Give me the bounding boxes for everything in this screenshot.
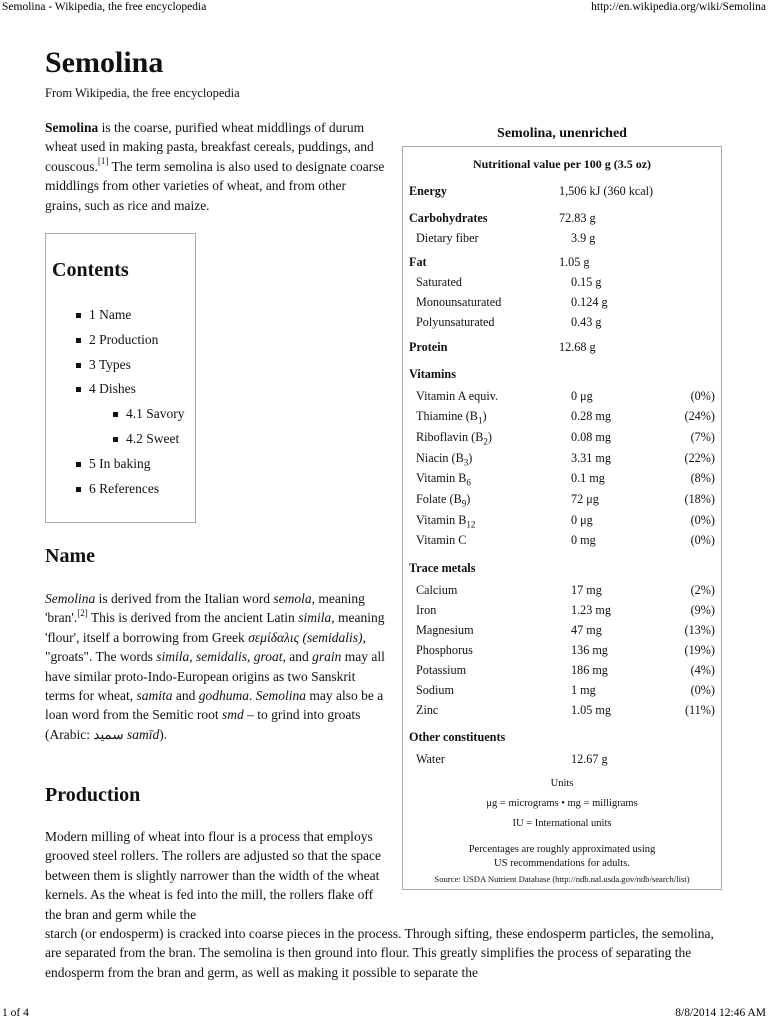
nutrient-label: Water [416,752,445,766]
toc-item-dishes[interactable]: 4 Dishes [75,380,185,405]
nutrient-row [403,603,721,621]
nutrient-label: Zinc [416,703,439,717]
term-samita: samita [136,688,173,704]
nutrient-value: 0 μg [571,389,593,403]
nutrient-value: 0.08 mg [571,430,611,444]
nutrient-value: 0.1 mg [571,471,605,485]
name-text: ). [159,726,168,742]
nutrient-label: Other constituents [409,730,506,744]
nutrient-row [403,184,721,202]
citation-link-1[interactable]: [1] [97,156,109,167]
nutrient-label [416,451,472,466]
nutrient-value: 72.83 g [559,211,596,225]
nutrient-value: 3.9 g [571,231,596,245]
nutrient-row [403,643,721,661]
name-text: , meaning 'bran'. [45,591,365,626]
infobox-subtitle: Nutritional value per 100 g (3.5 oz) [472,157,652,171]
label-text: ) [468,451,473,465]
term-simila: simila [298,610,332,626]
nutrient-row [403,492,721,510]
term-semidalis: σεμίδαλις (semidalis) [248,629,363,645]
name-text: may also be a loan word from the Semitic root [45,688,384,723]
nutrient-row [403,752,721,770]
nutrient-row [403,389,721,407]
label-subscript: 6 [466,477,471,488]
nutrient-label: Trace metals [409,561,476,575]
term-list: simila, semidalis, groat, [156,649,286,665]
nutrient-percent: (2%) [690,583,715,597]
nutrient-value: 0.43 g [571,315,602,329]
toc-item-name[interactable]: 1 Name [75,306,185,331]
nutrient-label: Calcium [416,583,458,597]
units-line-2: IU = International units [512,818,612,829]
nutrient-label: Saturated [416,275,463,289]
page-tagline: From Wikipedia, the free encyclopedia [45,86,240,100]
name-text: . [248,688,256,704]
nutrient-percent: (24%) [684,409,715,423]
nutrient-label: Energy [409,184,447,198]
toc-item-savory[interactable]: 4.1 Savory [75,405,185,430]
nutrient-row [403,409,721,427]
nutrient-label: Dietary fiber [416,231,479,245]
intro-text-1: is the coarse, purified wheat middlings of durum wheat used in making pasta, breakfast cereals, puddings, and couscous. [45,120,374,174]
production-text-2: starch (or endosperm) is cracked into coarse pieces in the process. Through sifting, these endosperm particles, the semolina, are separated from the bran. The semolina is then ground into flour. This greatly simplifies the process of separating the endosperm from the bran and germ, as well as making it possible to separate the [45,926,714,980]
label-subscript: 9 [461,498,467,509]
nutrient-value: 47 mg [571,623,602,637]
nutrient-label: Iron [416,603,437,617]
label-text: Folate (B [416,492,462,506]
name-paragraph [45,589,385,744]
nutrient-label: Magnesium [416,623,474,637]
citation-link-2[interactable]: [2] [77,607,88,618]
label-subscript: 3 [463,457,469,468]
nutrient-row [403,663,721,681]
nutrient-value: 1.05 mg [571,703,611,717]
label-text: ) [487,430,492,444]
nutrient-label: Polyunsaturated [416,315,495,329]
nutrient-value: 0.124 g [571,295,608,309]
toc-item-production[interactable]: 2 Production [75,331,185,356]
nutrient-label [416,471,471,486]
term-grain: grain [312,649,342,665]
nutrient-percent: (0%) [690,513,715,527]
infobox-source-link[interactable]: Source: USDA Nutrient Database (http://ndb.nal.usda.gov/ndb/search/list) [434,874,690,884]
label-text: Thiamine (B [416,409,478,423]
nutrition-infobox [402,146,722,890]
nutrient-label: Potassium [416,663,467,677]
nutrient-row [403,231,721,249]
section-heading-production: Production [45,784,141,806]
intro-paragraph [45,118,385,215]
nutrient-label: Fat [409,255,427,269]
nutrient-percent: (4%) [690,663,715,677]
term-semolina-2: Semolina [255,688,306,704]
nutrient-percent: (19%) [684,643,715,657]
nutrient-value: 1 mg [571,683,596,697]
nutrient-label: Carbohydrates [409,211,488,225]
nutrient-value: 1.05 g [559,255,590,269]
intro-bold-term: Semolina [45,120,99,135]
label-subscript: 12 [466,519,476,530]
label-text: Vitamin B [416,471,467,485]
toc-title: Contents [52,259,129,281]
label-text: Niacin (B [416,451,464,465]
print-header-title: Semolina - Wikipedia, the free encyclopedia [2,1,207,13]
label-text: Riboflavin (B [416,430,484,444]
nutrient-percent: (11%) [684,703,715,717]
nutrient-row [403,683,721,701]
nutrient-row [403,255,721,273]
nutrient-percent: (22%) [684,451,715,465]
nutrient-value: 1.23 mg [571,603,611,617]
units-line-1: μg = micrograms • mg = milligrams [486,798,638,809]
nutrient-row [403,533,721,551]
nutrient-row [403,451,721,469]
nutrient-value: 0.28 mg [571,409,611,423]
nutrient-label [416,430,492,445]
name-text: – to grind into groats (Arabic: سميد [45,707,361,742]
nutrient-label: Protein [409,340,448,354]
nutrient-label [416,513,475,528]
print-header [0,1,768,17]
nutrient-value: 186 mg [571,663,608,677]
nutrient-value: 0 mg [571,533,596,547]
nutrient-value: 3.31 mg [571,451,611,465]
nutrient-label: Phosphorus [416,643,473,657]
name-text: This is derived from the ancient Latin [87,610,299,626]
nutrient-label: Sodium [416,683,454,697]
print-footer [0,1007,768,1023]
term-semola: semola [273,591,312,606]
label-text: Vitamin B [416,513,467,527]
nutrient-percent: (0%) [690,389,715,403]
nutrient-row [403,513,721,531]
production-text-1: Modern milling of wheat into flour is a process that employs grooved steel rollers. The rollers are adjusted so that the space between them is slightly narrower than the width of the wheat kernels. As the wheat is fed into the mill, the rollers flake off the bran and germ while the [45,829,382,922]
print-header-url: http://en.wikipedia.org/wiki/Semolina [591,1,766,13]
page-title: Semolina [45,46,164,79]
nutrient-value: 17 mg [571,583,602,597]
term-samid: samīd [127,726,160,742]
nutrient-row [403,211,721,229]
nutrient-row [403,623,721,641]
nutrient-label [416,409,487,424]
nutrient-group-heading [403,730,721,748]
intro-text-2: The term semolina is also used to designate coarse middlings from other varieties of wheat, and from other grains, such as rice and maize. [45,158,385,213]
nutrient-group-heading [403,367,721,385]
section-heading-name: Name [45,545,95,567]
nutrient-value: 1,506 kJ (360 kcal) [559,184,654,198]
units-title: Units [550,778,574,789]
label-text: ) [482,409,487,423]
nutrient-label: Monounsaturated [416,295,502,309]
term-smd: smd [221,707,244,723]
nutrient-value: 136 mg [571,643,608,657]
nutrient-percent: (8%) [690,471,715,485]
nutrient-value: 0 μg [571,513,593,527]
nutrient-value: 12.68 g [559,340,596,354]
print-footer-page: 1 of 4 [2,1007,29,1019]
percent-note-2: US recommendations for adults. [494,858,630,869]
nutrient-label: Vitamins [409,367,456,381]
nutrient-label [416,492,470,507]
nutrient-label: Vitamin A equiv. [416,389,499,403]
nutrient-group-heading [403,561,721,579]
name-text: , "groats". The words [45,629,366,665]
nutrient-percent: (0%) [690,533,715,547]
term-godhuma: godhuma [198,688,249,704]
nutrient-percent: (18%) [684,492,715,506]
nutrient-row [403,275,721,293]
toc-item-in-baking[interactable]: 5 In baking [75,455,185,480]
name-text: and [285,649,313,665]
nutrient-row [403,471,721,489]
toc-item-types[interactable]: 3 Types [75,356,185,381]
nutrient-row [403,315,721,333]
term-semolina: Semolina [45,591,96,606]
nutrient-row [403,703,721,721]
toc-list [75,306,185,504]
toc-item-sweet[interactable]: 4.2 Sweet [75,430,185,455]
nutrient-percent: (7%) [690,430,715,444]
nutrient-row [403,583,721,601]
nutrient-percent: (0%) [690,683,715,697]
toc-item-references[interactable]: 6 References [75,480,185,505]
nutrient-percent: (13%) [684,623,715,637]
nutrient-percent: (9%) [690,603,715,617]
print-footer-date: 8/8/2014 12:46 AM [675,1007,766,1019]
name-text: is derived from the Italian word [95,591,274,606]
infobox-title: Semolina, unenriched [497,126,627,141]
percent-note-1: Percentages are roughly approximated using [468,844,656,855]
nutrient-row [403,430,721,448]
nutrient-value: 0.15 g [571,275,602,289]
nutrient-value: 72 μg [571,492,599,506]
nutrient-label: Vitamin C [416,533,467,547]
label-subscript: 2 [483,436,488,447]
label-text: ) [466,492,471,506]
name-text: and [172,688,199,704]
nutrient-row [403,295,721,313]
table-of-contents [45,233,196,523]
name-text: , meaning 'flour', itself a borrowing from Greek [45,610,385,645]
label-subscript: 1 [477,415,483,426]
nutrient-row [403,340,721,358]
name-text: may all have similar proto-Indo-European origins as two Sanskrit terms for wheat, [45,649,385,704]
nutrient-value: 12.67 g [571,752,608,766]
